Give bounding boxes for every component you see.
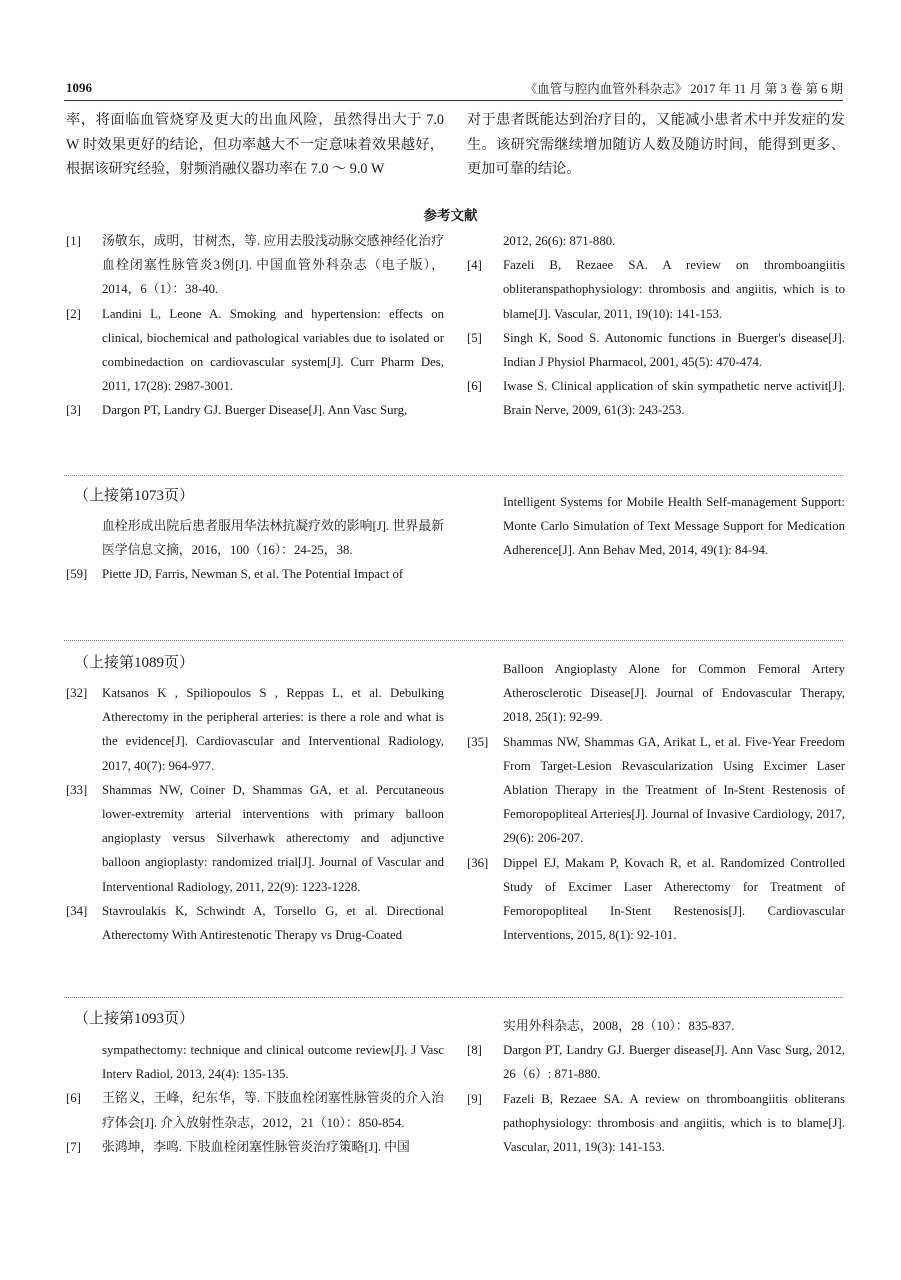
continuation-label: （上接第1089页） [74, 655, 195, 671]
reference-text: 汤敬东，成明，甘树杰，等. 应用去股浅动脉交感神经化治疗血栓闭塞性脉管炎3例[J]. 中国血管外科杂志（电子版），2014，6（1）：38-40. [102, 234, 444, 297]
body-text-right: 对于患者既能达到治疗目的，又能减小患者术中并发症的发生。该研究需继续增加随访人数及随访时间，能得到更多、更加可靠的结论。 [467, 112, 845, 177]
reference-continuation: Intelligent Systems for Mobile Health Self-management Support: Monte Carlo Simulation of Text Message Support for Medication Adherence[J]. Ann Behav Med, 2014, 49(1): 84-94. [503, 495, 845, 558]
cont1073-left-column [66, 514, 444, 587]
reference-number: [1] [66, 234, 81, 248]
reference-number: [4] [467, 258, 482, 273]
body-text-left: 率，将面临血管烧穿及更大的出血风险，虽然得出大于 7.0 W 时效果更好的结论，但功率越大不一定意味着效果越好，根据该研究经验，射频消融仪器功率在 7.0 ～ 9.0 W [66, 112, 444, 177]
reference-text: Piette JD, Farris, Newman S, et al. The Potential Impact of [102, 567, 404, 582]
journal-running-header: 《血管与腔内血管外科杂志》 2017 年 11 月 第 3 卷 第 6 期 [524, 82, 843, 96]
reference-item [66, 899, 444, 947]
reference-item [66, 562, 444, 586]
reference-number: [33] [66, 782, 88, 797]
reference-text: Katsanos K , Spiliopoulos S , Reppas L, et al. Debulking Atherectomy in the peripheral arteries: is there a role and what is the evidence[J]. Cardiovascular and Interventional Radiology, 2017, 40(7): 964-977. [102, 686, 444, 773]
reference-number: [32] [66, 686, 88, 700]
reference-number: [35] [467, 734, 489, 749]
reference-text: Fazeli B, Rezaee SA. A review on thromboangiitis obliteranspathophysiology: thrombosis and angiitis, which is to blame[J]. Vascular, 2011, 19(10): 141-153. [503, 258, 845, 321]
section-divider [64, 475, 843, 476]
reference-number: [9] [467, 1091, 482, 1106]
reference-number: [8] [467, 1043, 482, 1058]
reference-text: 张鸿坤，李鸣. 下肢血栓闭塞性脉管炎治疗策略[J]. 中国 [102, 1139, 410, 1154]
reference-item [467, 326, 845, 374]
reference-number: [6] [66, 1091, 81, 1106]
reference-item [467, 1087, 845, 1160]
reference-text: Dargon PT, Landry GJ. Buerger disease[J]. Ann Vasc Surg, 2012, 26（6）: 871-880. [503, 1043, 845, 1082]
reference-text: Shammas NW, Coiner D, Shammas GA, et al. Percutaneous lower-extremity arterial interventions with primary balloon angioplasty versus Silverhawk atherectomy and adjunctive balloon angioplasty: randomized trial[J]. Journal of Vascular and Interventional Radiology, 2011, 22(9): 1223-1228. [102, 782, 444, 894]
cont1073-right-column [467, 490, 845, 563]
reference-number: [5] [467, 330, 482, 345]
header-rule [64, 100, 843, 101]
reference-text: Shammas NW, Shammas GA, Arikat L, et al. Five-Year Freedom From Target-Lesion Revascularization Using Excimer Laser Ablation Therapy in the Treatment of In-Stent Restenosis of Femoropopliteal Arteries[J]. Journal of Invasive Cardiology, 2017, 29(6): 206-207. [503, 734, 845, 846]
reference-text: Iwase S. Clinical application of skin sympathetic nerve activit[J]. Brain Nerve, 2009, 61(3): 243-253. [503, 379, 845, 418]
reference-number: [34] [66, 903, 88, 918]
cont1089-right-column [467, 657, 845, 947]
reference-text: Fazeli B, Rezaee SA. A review on thromboangiitis obliterans pathophysiology: thrombosis and angiitis, which is to blame[J]. Vascular, 2011, 19(3): 141-153. [503, 1091, 845, 1155]
cont1093-left-column [66, 1038, 444, 1159]
reference-item [66, 681, 444, 778]
reference-text: Singh K, Sood S. Autonomic functions in Buerger's disease[J]. Indian J Physiol Pharmacol, 2001, 45(5): 470-474. [503, 330, 845, 370]
reference-number: [6] [467, 379, 482, 394]
reference-item [66, 229, 444, 302]
reference-continuation: 血栓形成出院后患者服用华法林抗凝疗效的影响[J]. 世界最新医学信息文摘，2016，100（16）：24-25，38. [102, 519, 444, 558]
reference-item [467, 374, 845, 422]
reference-number: [36] [467, 855, 489, 870]
reference-number: [59] [66, 567, 88, 582]
reference-item [467, 1038, 845, 1086]
reference-text: Landini L, Leone A. Smoking and hypertension: effects on clinical, biochemical and pathological variables due to isolated or combinedaction on cardiovascular system[J]. Curr Pharm Des, 2011, 17(28): 2987-3001. [102, 306, 444, 394]
continuation-label: （上接第1073页） [74, 488, 195, 504]
reference-item [66, 1135, 444, 1159]
reference-text: Dargon PT, Landry GJ. Buerger Disease[J]. Ann Vasc Surg, [102, 403, 408, 418]
reference-text: Dippel EJ, Makam P, Kovach R, et al. Randomized Controlled Study of Excimer Laser Atherectomy for Treatment of Femoropopliteal In-Stent Restenosis[J]. Cardiovascular Interventions, 2015, 8(1): 92-101. [503, 855, 845, 943]
reference-item [467, 253, 845, 326]
page-number: 1096 [66, 80, 92, 95]
reference-text: Stavroulakis K, Schwindt A, Torsello G, et al. Directional Atherectomy With Antirestenotic Therapy vs Drug-Coated [102, 903, 444, 943]
reference-continuation: sympathectomy: technique and clinical outcome review[J]. J Vasc Interv Radiol, 2013, 24(4): 135-135. [102, 1043, 444, 1082]
section-divider [64, 640, 843, 641]
reference-continuation: 2012, 26(6): 871-880. [503, 234, 616, 248]
reference-item [66, 1086, 444, 1134]
reference-text: 王铭义，王峰，纪东华，等. 下肢血栓闭塞性脉管炎的介入治疗体会[J]. 介入放射性杂志，2012，21（10）：850-854. [102, 1091, 444, 1130]
reference-number: [3] [66, 403, 81, 418]
reference-item [66, 778, 444, 899]
reference-item [66, 398, 444, 422]
cont1089-left-column [66, 681, 444, 947]
references-heading: 参考文献 [423, 208, 478, 223]
reference-continuation: Balloon Angioplasty Alone for Common Femoral Artery Atherosclerotic Disease[J]. Journal of Endovascular Therapy, 2018, 25(1): 92-99. [503, 662, 845, 725]
reference-number: [7] [66, 1139, 81, 1154]
reference-item [467, 730, 845, 851]
reference-number: [2] [66, 306, 81, 321]
section-divider [64, 997, 843, 998]
references-left-column [66, 229, 444, 423]
references-right-column [467, 229, 845, 423]
reference-item [467, 851, 845, 948]
reference-continuation: 实用外科杂志，2008，28（10）：835-837. [503, 1019, 735, 1033]
continuation-label: （上接第1093页） [74, 1011, 195, 1027]
cont1093-right-column [467, 1014, 845, 1159]
reference-item [66, 302, 444, 399]
